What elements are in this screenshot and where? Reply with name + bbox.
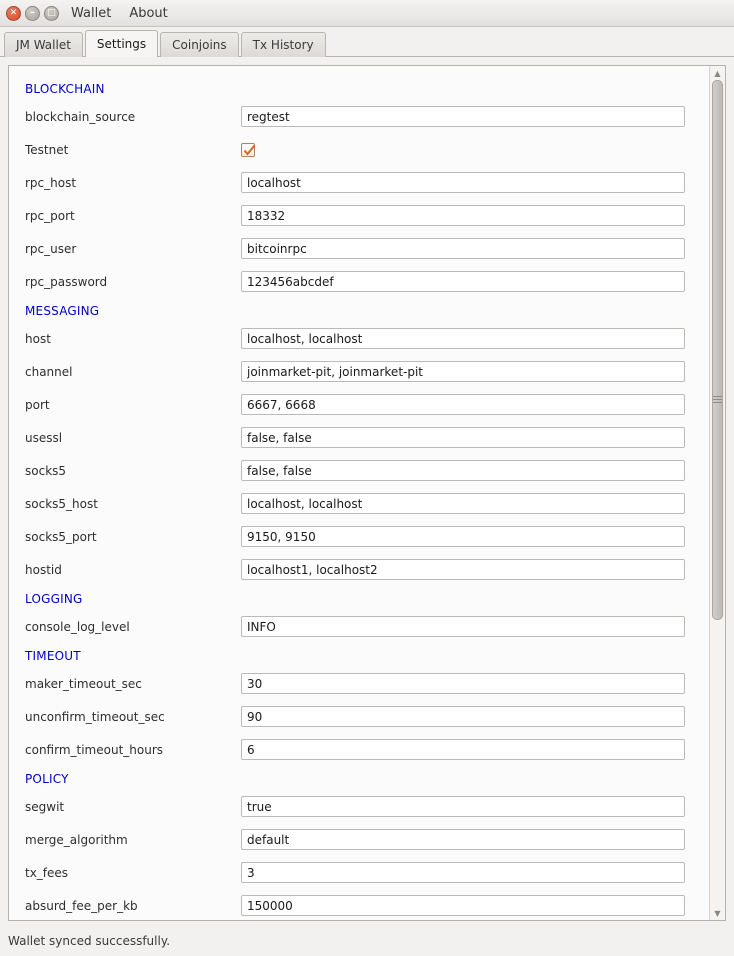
setting-input[interactable]: [241, 205, 685, 226]
tab-coinjoins[interactable]: Coinjoins: [160, 32, 239, 57]
setting-label: usessl: [25, 430, 63, 445]
setting-label: rpc_password: [25, 274, 108, 289]
setting-row: [9, 355, 709, 388]
setting-label: socks5: [25, 463, 67, 478]
setting-row: [9, 322, 709, 355]
scroll-down-icon[interactable]: ▼: [714, 908, 721, 918]
setting-label: rpc_user: [25, 241, 77, 256]
setting-row: [9, 823, 709, 856]
settings-scroll-area: [9, 66, 709, 920]
setting-input[interactable]: [241, 796, 685, 817]
close-icon[interactable]: ✕: [6, 6, 21, 21]
setting-row: [9, 790, 709, 823]
setting-label: tx_fees: [25, 865, 69, 880]
tab-tx-history[interactable]: Tx History: [241, 32, 326, 57]
setting-input[interactable]: [241, 394, 685, 415]
setting-row: [9, 733, 709, 766]
scrollbar-thumb[interactable]: [712, 80, 723, 620]
setting-input[interactable]: [241, 829, 685, 850]
setting-row: [9, 100, 709, 133]
menu-bar: [69, 5, 170, 22]
setting-row: [9, 700, 709, 733]
setting-row: [9, 610, 709, 643]
setting-input[interactable]: [241, 238, 685, 259]
setting-label: merge_algorithm: [25, 832, 128, 847]
section-heading: POLICY: [25, 772, 69, 786]
tab-bar: [0, 27, 734, 57]
maximize-icon[interactable]: □: [44, 6, 59, 21]
setting-input[interactable]: [241, 427, 685, 448]
setting-label: blockchain_source: [25, 109, 136, 124]
setting-label: channel: [25, 364, 73, 379]
setting-input[interactable]: [241, 739, 685, 760]
setting-checkbox[interactable]: [241, 143, 255, 157]
setting-input[interactable]: [241, 616, 685, 637]
setting-row: [9, 454, 709, 487]
setting-label: unconfirm_timeout_sec: [25, 709, 165, 724]
setting-input[interactable]: [241, 460, 685, 481]
setting-input[interactable]: [241, 895, 685, 916]
settings-panel: [8, 65, 726, 921]
setting-label: socks5_host: [25, 496, 98, 511]
setting-label: host: [25, 331, 51, 346]
menu-item-wallet[interactable]: Wallet: [71, 5, 112, 21]
scrollbar-track[interactable]: [710, 80, 725, 906]
setting-label: port: [25, 397, 50, 412]
setting-label: absurd_fee_per_kb: [25, 898, 138, 913]
setting-input[interactable]: [241, 106, 685, 127]
setting-row: [9, 199, 709, 232]
scroll-up-icon[interactable]: ▲: [714, 68, 721, 78]
setting-input[interactable]: [241, 706, 685, 727]
status-message: Wallet synced successfully.: [8, 934, 171, 948]
setting-input[interactable]: [241, 559, 685, 580]
section-heading: TIMEOUT: [25, 649, 81, 663]
setting-row: [9, 889, 709, 920]
setting-label: Testnet: [25, 142, 69, 157]
setting-row: [9, 133, 709, 166]
title-bar: [0, 0, 734, 27]
setting-label: hostid: [25, 562, 62, 577]
setting-row: [9, 265, 709, 298]
setting-row: [9, 232, 709, 265]
minimize-icon[interactable]: –: [25, 6, 40, 21]
section-heading: MESSAGING: [25, 304, 100, 318]
window-controls: [6, 6, 59, 21]
setting-input[interactable]: [241, 172, 685, 193]
setting-row: [9, 166, 709, 199]
setting-input[interactable]: [241, 493, 685, 514]
setting-label: segwit: [25, 799, 65, 814]
setting-input[interactable]: [241, 673, 685, 694]
setting-row: [9, 520, 709, 553]
setting-input[interactable]: [241, 271, 685, 292]
section-heading: BLOCKCHAIN: [25, 82, 105, 96]
setting-label: rpc_host: [25, 175, 77, 190]
tab-settings[interactable]: Settings: [85, 30, 158, 57]
scrollbar-grip-icon: [713, 396, 722, 403]
setting-row: [9, 421, 709, 454]
setting-label: socks5_port: [25, 529, 97, 544]
setting-input[interactable]: [241, 862, 685, 883]
setting-input[interactable]: [241, 361, 685, 382]
setting-input[interactable]: [241, 328, 685, 349]
section-heading: LOGGING: [25, 592, 83, 606]
setting-input[interactable]: [241, 526, 685, 547]
setting-label: maker_timeout_sec: [25, 676, 142, 691]
menu-item-about[interactable]: About: [129, 5, 168, 21]
status-bar: [0, 926, 734, 956]
vertical-scrollbar[interactable]: [709, 66, 725, 920]
setting-row: [9, 856, 709, 889]
setting-row: [9, 487, 709, 520]
setting-row: [9, 388, 709, 421]
setting-label: console_log_level: [25, 619, 130, 634]
setting-row: [9, 667, 709, 700]
setting-label: rpc_port: [25, 208, 75, 223]
tab-jm-wallet[interactable]: JM Wallet: [4, 32, 83, 57]
setting-label: confirm_timeout_hours: [25, 742, 164, 757]
setting-row: [9, 553, 709, 586]
